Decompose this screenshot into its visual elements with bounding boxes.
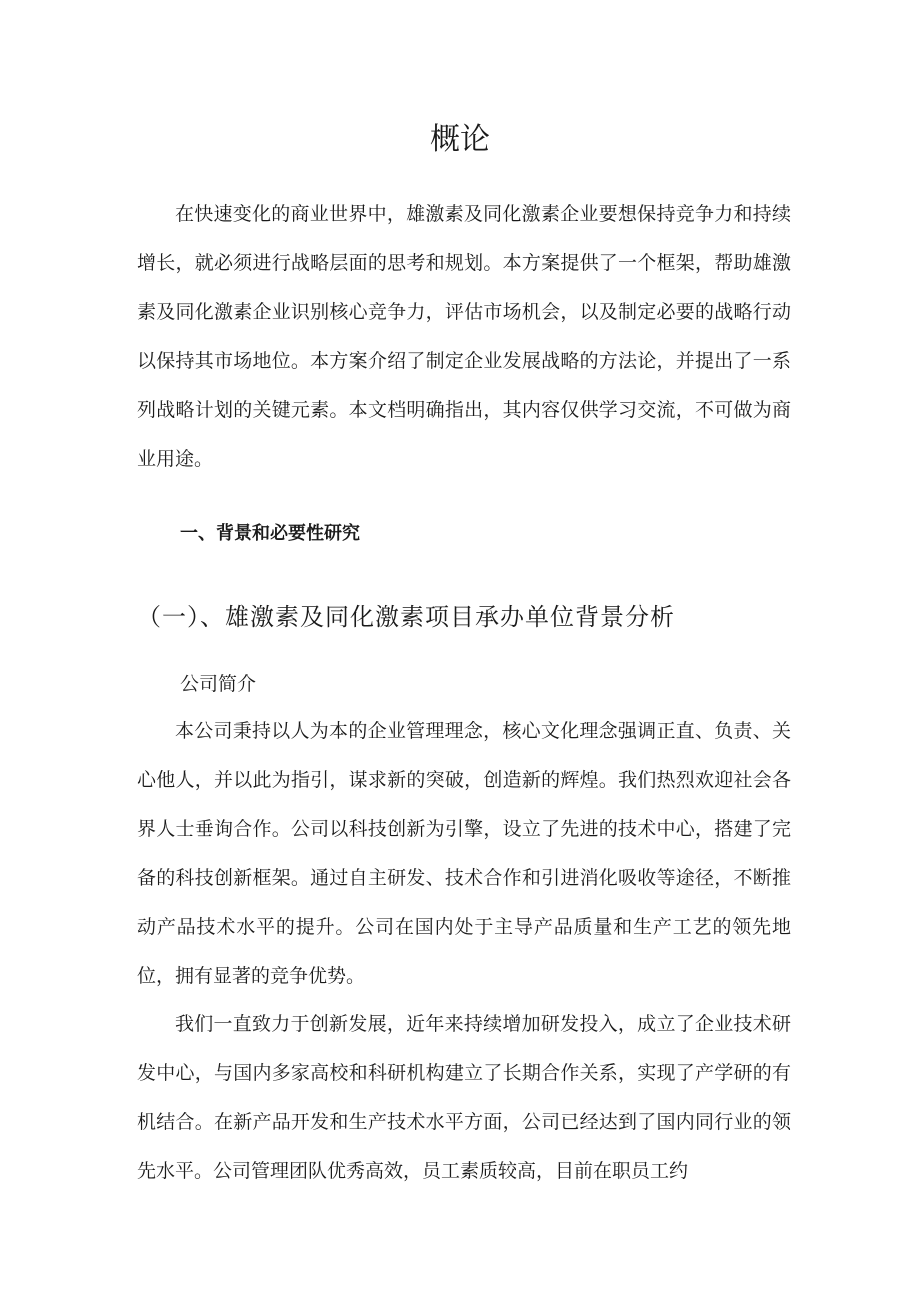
page-title: 概论: [430, 122, 490, 157]
body-paragraph-2: 我们一直致力于创新发展，近年来持续增加研发投入，成立了企业技术研发中心，与国内多家高校和科研机构建立了长期合作关系，实现了产学研的有机结合。在新产品开发和生产技术水平方面，公司已经达到了国内同行业的领先水平。公司管理团队优秀高效，员工素质较高，目前在职员工约: [137, 1013, 791, 1182]
intro-paragraph: 在快速变化的商业世界中，雄激素及同化激素企业要想保持竞争力和持续增长，就必须进行战略层面的思考和规划。本方案提供了一个框架，帮助雄激素及同化激素企业识别核心竞争力，评估市场机会，以及制定必要的战略行动以保持其市场地位。本方案介绍了制定企业发展战略的方法论，并提出了一系列战略计划的关键元素。本文档明确指出，其内容仅供学习交流，不可做为商业用途。: [137, 203, 791, 470]
company-intro-label: 公司简介: [180, 673, 257, 695]
section-heading: 一、背景和必要性研究: [180, 523, 360, 544]
body-paragraph-1: 本公司秉持以人为本的企业管理理念，核心文化理念强调正直、负责、关心他人，并以此为指引，谋求新的突破，创造新的辉煌。我们热烈欢迎社会各界人士垂询合作。公司以科技创新为引擎，设立了先进的技术中心，搭建了完备的科技创新框架。通过自主研发、技术合作和引进消化吸收等途径，不断推动产品技术水平的提升。公司在国内处于主导产品质量和生产工艺的领先地位，拥有显著的竞争优势。: [137, 720, 791, 987]
subsection-heading: （一）、雄激素及同化激素项目承办单位背景分析: [137, 603, 675, 631]
